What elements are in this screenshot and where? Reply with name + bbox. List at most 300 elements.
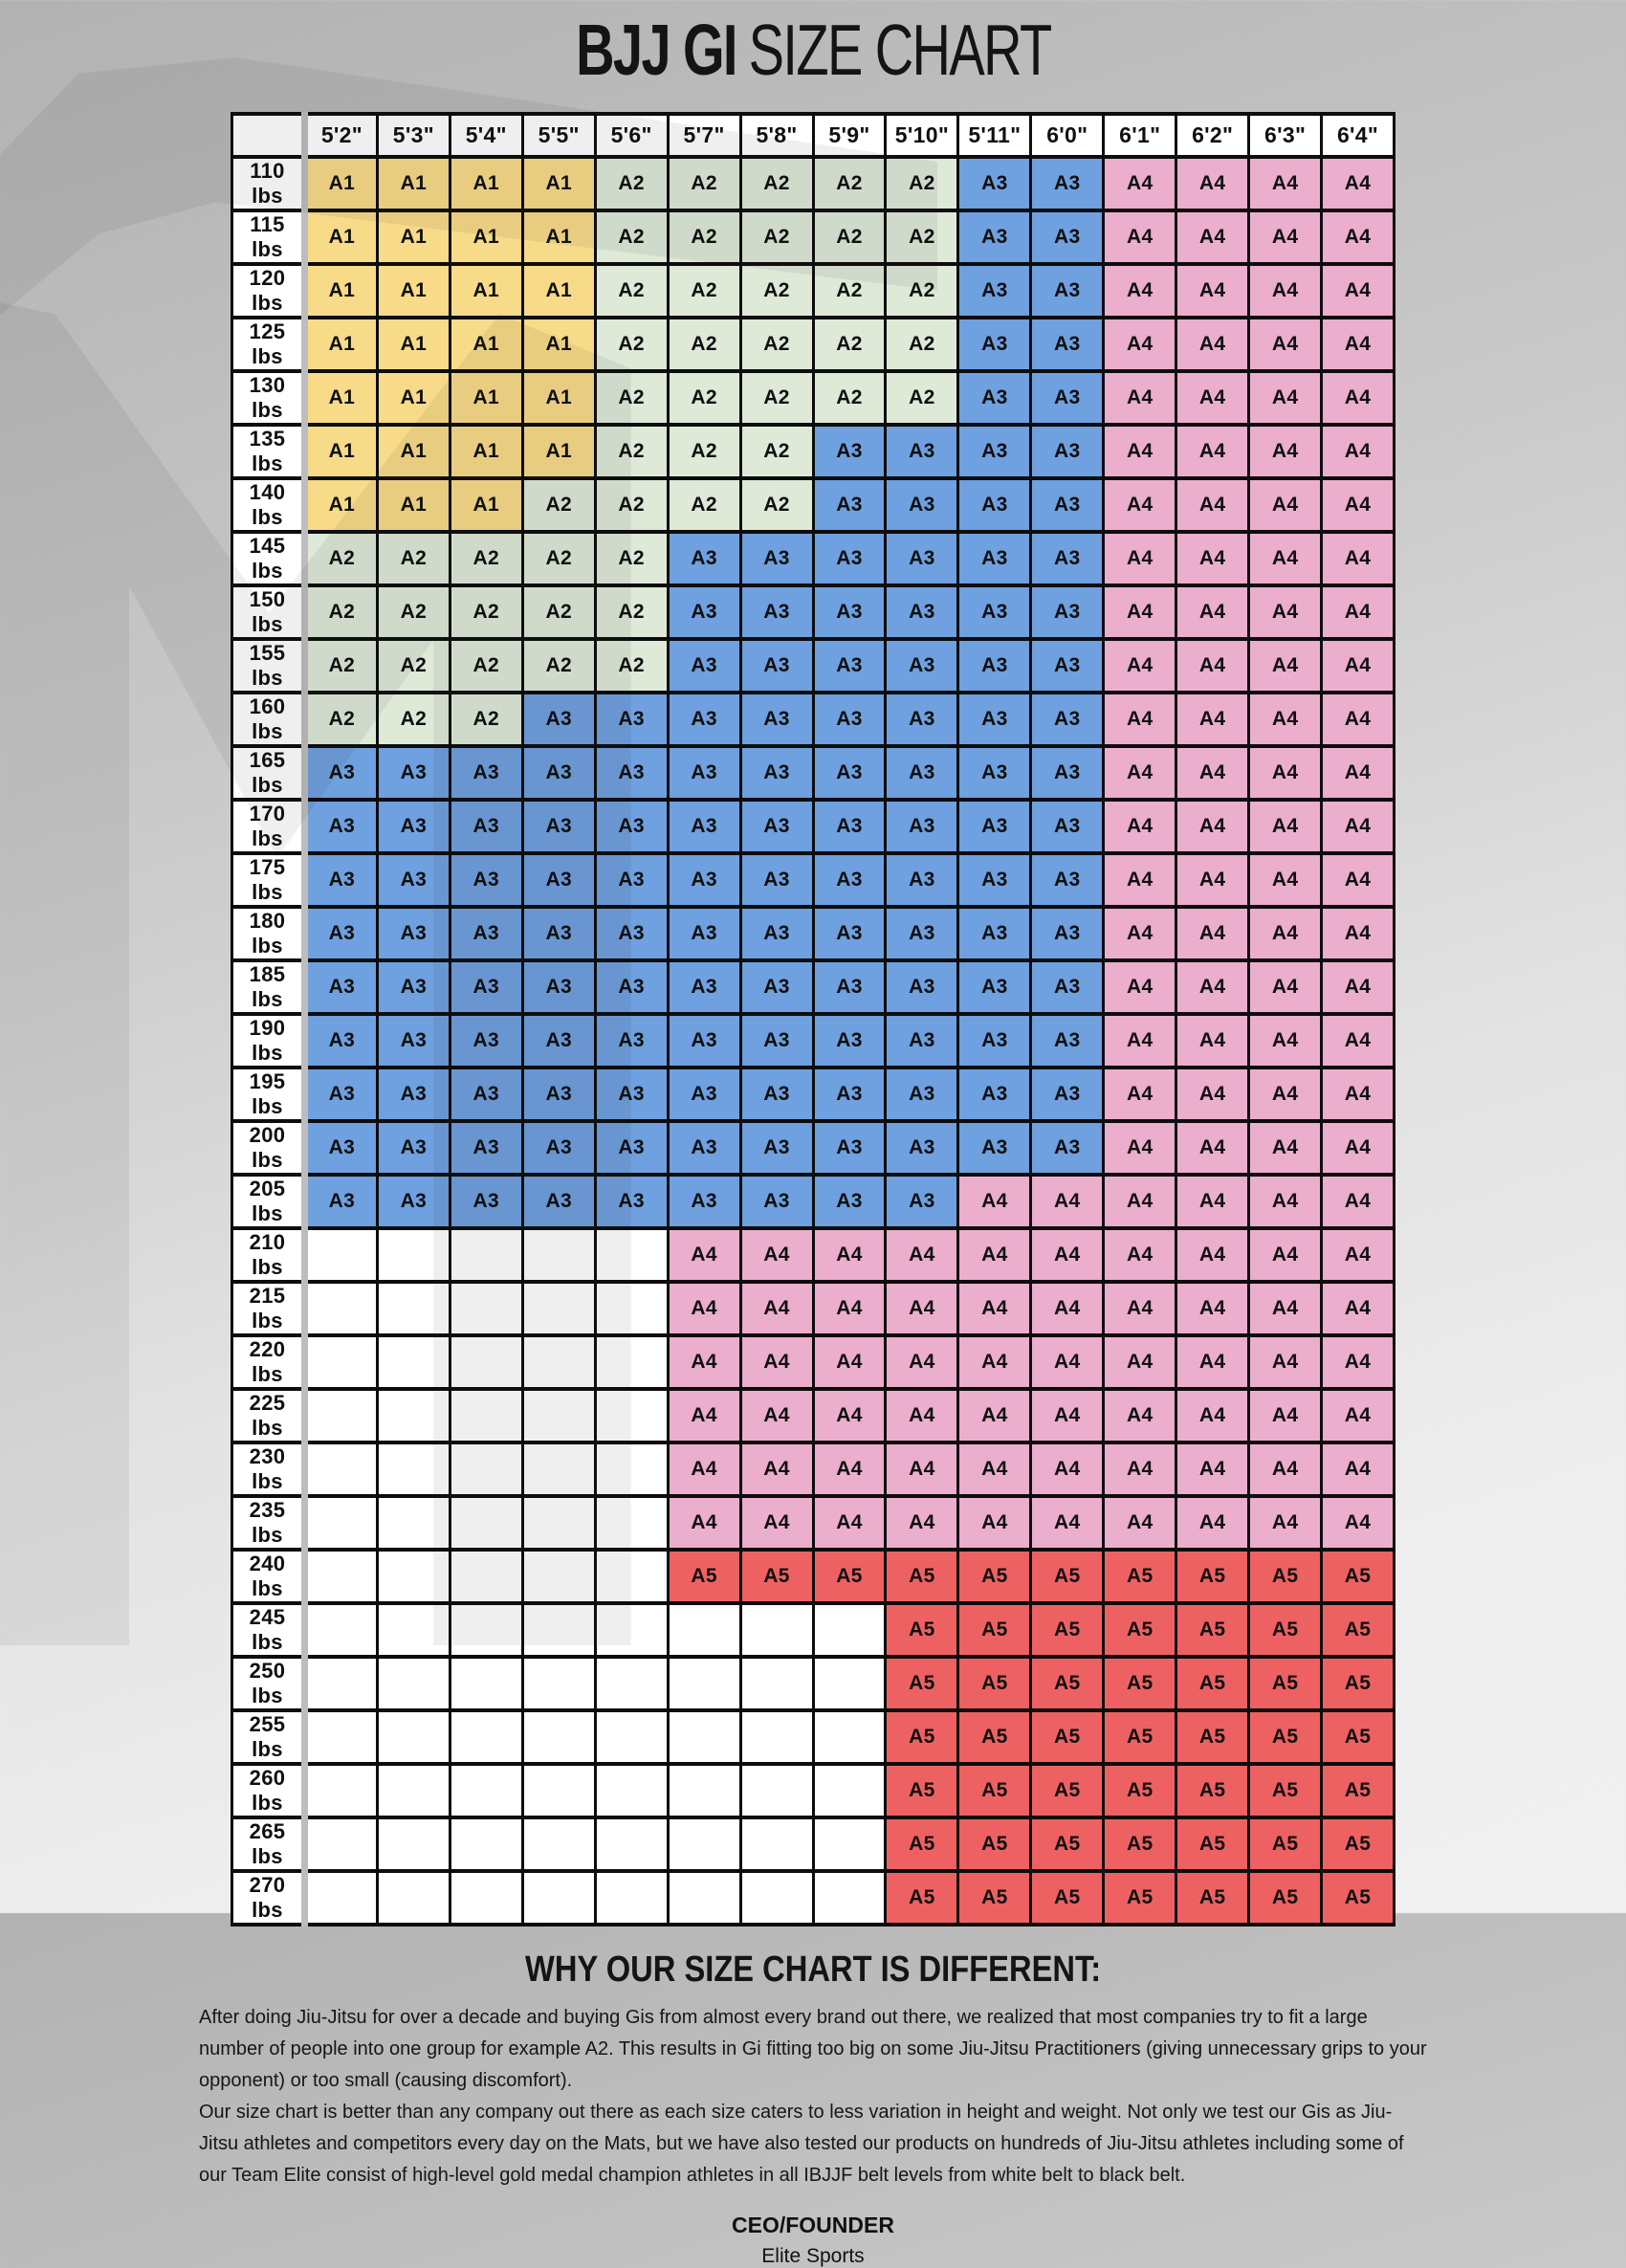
size-cell: A4 bbox=[668, 1335, 740, 1389]
weight-label: 240 lbs bbox=[232, 1550, 305, 1603]
table-row bbox=[232, 1121, 1395, 1175]
size-cell: A4 bbox=[1104, 157, 1176, 210]
empty-cell bbox=[304, 1335, 377, 1389]
size-cell: A2 bbox=[450, 639, 522, 693]
weight-label: 170 lbs bbox=[232, 800, 305, 853]
weight-label: 270 lbs bbox=[232, 1871, 305, 1925]
size-cell: A5 bbox=[1322, 1550, 1395, 1603]
size-cell: A2 bbox=[668, 318, 740, 371]
size-cell: A5 bbox=[1031, 1657, 1104, 1710]
size-cell: A4 bbox=[1176, 1389, 1249, 1442]
size-cell: A4 bbox=[1104, 800, 1176, 853]
size-cell: A4 bbox=[1104, 746, 1176, 800]
empty-cell bbox=[450, 1764, 522, 1817]
table-row bbox=[232, 1014, 1395, 1068]
empty-cell bbox=[450, 1657, 522, 1710]
size-cell: A4 bbox=[958, 1335, 1031, 1389]
size-cell: A5 bbox=[1249, 1550, 1322, 1603]
size-cell: A1 bbox=[450, 157, 522, 210]
size-cell: A4 bbox=[1249, 960, 1322, 1014]
size-cell: A4 bbox=[1322, 639, 1395, 693]
size-cell: A4 bbox=[1249, 639, 1322, 693]
size-cell: A3 bbox=[813, 1068, 886, 1121]
empty-cell bbox=[595, 1657, 668, 1710]
size-cell: A4 bbox=[958, 1282, 1031, 1335]
size-cell: A2 bbox=[522, 639, 595, 693]
empty-cell bbox=[740, 1817, 813, 1871]
size-cell: A4 bbox=[1176, 1014, 1249, 1068]
size-cell: A1 bbox=[377, 425, 450, 478]
page-title-primary: BJJ GI bbox=[575, 9, 736, 91]
size-cell: A2 bbox=[813, 318, 886, 371]
size-cell: A4 bbox=[1249, 210, 1322, 264]
size-cell: A2 bbox=[450, 585, 522, 639]
size-cell: A4 bbox=[886, 1335, 958, 1389]
size-cell: A2 bbox=[813, 264, 886, 318]
empty-cell bbox=[377, 1657, 450, 1710]
size-cell: A2 bbox=[595, 425, 668, 478]
empty-cell bbox=[304, 1550, 377, 1603]
size-cell: A3 bbox=[813, 532, 886, 585]
table-row bbox=[232, 1550, 1395, 1603]
size-cell: A2 bbox=[740, 425, 813, 478]
size-cell: A5 bbox=[1104, 1871, 1176, 1925]
size-cell: A4 bbox=[668, 1389, 740, 1442]
size-cell: A3 bbox=[522, 960, 595, 1014]
size-chart-table bbox=[231, 112, 1395, 1927]
section-heading: WHY OUR SIZE CHART IS DIFFERENT: bbox=[524, 1949, 1102, 1990]
size-cell: A5 bbox=[1031, 1764, 1104, 1817]
size-cell: A3 bbox=[958, 693, 1031, 746]
size-cell: A4 bbox=[740, 1389, 813, 1442]
size-cell: A4 bbox=[886, 1496, 958, 1550]
size-cell: A4 bbox=[886, 1282, 958, 1335]
size-cell: A3 bbox=[740, 585, 813, 639]
section-body bbox=[199, 2002, 1427, 2191]
size-cell: A5 bbox=[1322, 1871, 1395, 1925]
size-cell: A4 bbox=[1031, 1389, 1104, 1442]
size-cell: A5 bbox=[1176, 1764, 1249, 1817]
size-cell: A4 bbox=[740, 1282, 813, 1335]
size-cell: A3 bbox=[522, 1175, 595, 1228]
weight-label: 265 lbs bbox=[232, 1817, 305, 1871]
size-cell: A3 bbox=[668, 907, 740, 960]
size-cell: A3 bbox=[886, 639, 958, 693]
size-cell: A4 bbox=[958, 1389, 1031, 1442]
size-cell: A1 bbox=[377, 318, 450, 371]
size-cell: A4 bbox=[1104, 532, 1176, 585]
size-cell: A5 bbox=[1249, 1710, 1322, 1764]
size-cell: A3 bbox=[595, 800, 668, 853]
size-cell: A4 bbox=[1249, 157, 1322, 210]
size-cell: A2 bbox=[522, 478, 595, 532]
size-cell: A5 bbox=[1249, 1871, 1322, 1925]
empty-cell bbox=[740, 1871, 813, 1925]
size-cell: A3 bbox=[740, 960, 813, 1014]
size-cell: A5 bbox=[1176, 1817, 1249, 1871]
size-cell: A3 bbox=[304, 1175, 377, 1228]
empty-cell bbox=[304, 1389, 377, 1442]
size-cell: A3 bbox=[958, 585, 1031, 639]
size-cell: A3 bbox=[450, 1121, 522, 1175]
size-cell: A4 bbox=[668, 1228, 740, 1282]
empty-cell bbox=[304, 1764, 377, 1817]
size-cell: A1 bbox=[450, 478, 522, 532]
size-cell: A5 bbox=[1176, 1550, 1249, 1603]
size-cell: A3 bbox=[595, 1068, 668, 1121]
empty-cell bbox=[304, 1282, 377, 1335]
empty-cell bbox=[522, 1764, 595, 1817]
size-cell: A3 bbox=[886, 853, 958, 907]
size-cell: A4 bbox=[1322, 1228, 1395, 1282]
table-row bbox=[232, 907, 1395, 960]
size-cell: A3 bbox=[958, 907, 1031, 960]
size-cell: A3 bbox=[958, 425, 1031, 478]
weight-label: 120 lbs bbox=[232, 264, 305, 318]
size-cell: A4 bbox=[1249, 1175, 1322, 1228]
size-cell: A4 bbox=[1322, 1496, 1395, 1550]
size-cell: A4 bbox=[1176, 907, 1249, 960]
size-cell: A1 bbox=[522, 371, 595, 425]
size-cell: A4 bbox=[886, 1228, 958, 1282]
size-cell: A5 bbox=[1249, 1817, 1322, 1871]
size-cell: A4 bbox=[1249, 1068, 1322, 1121]
size-cell: A4 bbox=[1322, 264, 1395, 318]
size-cell: A4 bbox=[1104, 1014, 1176, 1068]
weight-label: 175 lbs bbox=[232, 853, 305, 907]
table-row bbox=[232, 1496, 1395, 1550]
size-cell: A5 bbox=[1104, 1657, 1176, 1710]
size-cell: A4 bbox=[1031, 1282, 1104, 1335]
size-cell: A3 bbox=[304, 1014, 377, 1068]
size-cell: A4 bbox=[1176, 800, 1249, 853]
size-cell: A3 bbox=[1031, 210, 1104, 264]
table-row bbox=[232, 1282, 1395, 1335]
size-cell: A5 bbox=[886, 1764, 958, 1817]
size-cell: A3 bbox=[886, 693, 958, 746]
size-cell: A3 bbox=[668, 1014, 740, 1068]
size-cell: A4 bbox=[740, 1335, 813, 1389]
size-cell: A5 bbox=[740, 1550, 813, 1603]
size-cell: A3 bbox=[1031, 1014, 1104, 1068]
size-cell: A4 bbox=[1031, 1335, 1104, 1389]
size-cell: A5 bbox=[958, 1817, 1031, 1871]
size-cell: A2 bbox=[595, 157, 668, 210]
table-row bbox=[232, 1335, 1395, 1389]
size-cell: A4 bbox=[1249, 532, 1322, 585]
size-cell: A5 bbox=[1249, 1603, 1322, 1657]
size-cell: A3 bbox=[304, 907, 377, 960]
height-header: 6'2" bbox=[1176, 114, 1249, 157]
size-cell: A4 bbox=[1176, 1175, 1249, 1228]
size-cell: A3 bbox=[668, 532, 740, 585]
size-cell: A4 bbox=[1249, 693, 1322, 746]
size-cell: A3 bbox=[668, 585, 740, 639]
size-cell: A4 bbox=[1176, 585, 1249, 639]
size-cell: A3 bbox=[450, 907, 522, 960]
size-cell: A3 bbox=[668, 693, 740, 746]
size-cell: A5 bbox=[958, 1550, 1031, 1603]
size-cell: A1 bbox=[304, 264, 377, 318]
size-cell: A4 bbox=[886, 1442, 958, 1496]
size-cell: A4 bbox=[1104, 1175, 1176, 1228]
weight-label: 135 lbs bbox=[232, 425, 305, 478]
size-cell: A3 bbox=[377, 1068, 450, 1121]
empty-cell bbox=[377, 1817, 450, 1871]
size-cell: A3 bbox=[813, 693, 886, 746]
weight-label: 225 lbs bbox=[232, 1389, 305, 1442]
size-cell: A4 bbox=[1104, 371, 1176, 425]
size-cell: A4 bbox=[1249, 1014, 1322, 1068]
height-header: 6'4" bbox=[1322, 114, 1395, 157]
size-cell: A1 bbox=[377, 264, 450, 318]
size-cell: A4 bbox=[1176, 960, 1249, 1014]
size-cell: A3 bbox=[450, 1068, 522, 1121]
size-cell: A5 bbox=[1176, 1710, 1249, 1764]
size-cell: A3 bbox=[886, 1014, 958, 1068]
size-cell: A4 bbox=[1176, 1228, 1249, 1282]
size-cell: A4 bbox=[1104, 264, 1176, 318]
size-cell: A3 bbox=[522, 1014, 595, 1068]
empty-cell bbox=[813, 1764, 886, 1817]
size-cell: A3 bbox=[740, 1121, 813, 1175]
size-cell: A1 bbox=[304, 425, 377, 478]
empty-cell bbox=[304, 1710, 377, 1764]
size-cell: A3 bbox=[595, 907, 668, 960]
size-cell: A1 bbox=[522, 318, 595, 371]
size-cell: A2 bbox=[450, 532, 522, 585]
height-header: 5'3" bbox=[377, 114, 450, 157]
size-cell: A4 bbox=[1322, 1014, 1395, 1068]
size-cell: A3 bbox=[1031, 907, 1104, 960]
table-row bbox=[232, 1603, 1395, 1657]
empty-cell bbox=[304, 1496, 377, 1550]
size-cell: A4 bbox=[1104, 318, 1176, 371]
size-cell: A3 bbox=[522, 746, 595, 800]
size-cell: A2 bbox=[740, 371, 813, 425]
size-cell: A3 bbox=[595, 853, 668, 907]
size-cell: A1 bbox=[304, 318, 377, 371]
size-cell: A4 bbox=[813, 1335, 886, 1389]
size-cell: A4 bbox=[1104, 907, 1176, 960]
size-cell: A3 bbox=[813, 639, 886, 693]
size-cell: A5 bbox=[1104, 1603, 1176, 1657]
table-row bbox=[232, 318, 1395, 371]
size-cell: A1 bbox=[450, 318, 522, 371]
size-cell: A3 bbox=[377, 1121, 450, 1175]
size-cell: A3 bbox=[304, 1068, 377, 1121]
size-cell: A4 bbox=[813, 1496, 886, 1550]
weight-label: 185 lbs bbox=[232, 960, 305, 1014]
size-cell: A5 bbox=[1176, 1657, 1249, 1710]
size-cell: A2 bbox=[813, 210, 886, 264]
empty-cell bbox=[304, 1657, 377, 1710]
size-cell: A3 bbox=[886, 1068, 958, 1121]
size-cell: A4 bbox=[813, 1282, 886, 1335]
weight-label: 230 lbs bbox=[232, 1442, 305, 1496]
size-cell: A5 bbox=[886, 1817, 958, 1871]
size-cell: A5 bbox=[1176, 1603, 1249, 1657]
size-cell: A2 bbox=[813, 157, 886, 210]
weight-label: 210 lbs bbox=[232, 1228, 305, 1282]
size-cell: A3 bbox=[304, 853, 377, 907]
size-cell: A2 bbox=[886, 318, 958, 371]
size-cell: A1 bbox=[522, 425, 595, 478]
size-cell: A2 bbox=[595, 210, 668, 264]
size-cell: A2 bbox=[668, 371, 740, 425]
size-cell: A2 bbox=[595, 639, 668, 693]
size-cell: A3 bbox=[668, 800, 740, 853]
size-cell: A2 bbox=[377, 639, 450, 693]
table-row bbox=[232, 1817, 1395, 1871]
size-cell: A3 bbox=[1031, 960, 1104, 1014]
size-cell: A3 bbox=[958, 371, 1031, 425]
height-header: 5'11" bbox=[958, 114, 1031, 157]
size-cell: A5 bbox=[1031, 1603, 1104, 1657]
size-cell: A4 bbox=[1104, 1389, 1176, 1442]
size-cell: A4 bbox=[1322, 907, 1395, 960]
size-cell: A3 bbox=[377, 907, 450, 960]
size-cell: A3 bbox=[813, 425, 886, 478]
weight-label: 180 lbs bbox=[232, 907, 305, 960]
size-cell: A4 bbox=[740, 1228, 813, 1282]
empty-cell bbox=[813, 1657, 886, 1710]
weight-label: 160 lbs bbox=[232, 693, 305, 746]
size-cell: A4 bbox=[1249, 478, 1322, 532]
size-cell: A3 bbox=[522, 1121, 595, 1175]
size-cell: A3 bbox=[958, 1014, 1031, 1068]
weight-label: 200 lbs bbox=[232, 1121, 305, 1175]
size-cell: A4 bbox=[1104, 853, 1176, 907]
size-cell: A4 bbox=[668, 1282, 740, 1335]
size-cell: A4 bbox=[1104, 1442, 1176, 1496]
weight-label: 150 lbs bbox=[232, 585, 305, 639]
size-cell: A4 bbox=[1322, 532, 1395, 585]
weight-label: 235 lbs bbox=[232, 1496, 305, 1550]
size-cell: A4 bbox=[1322, 746, 1395, 800]
size-cell: A2 bbox=[740, 318, 813, 371]
size-cell: A1 bbox=[377, 371, 450, 425]
empty-cell bbox=[740, 1764, 813, 1817]
size-cell: A5 bbox=[958, 1657, 1031, 1710]
size-cell: A3 bbox=[1031, 746, 1104, 800]
size-cell: A3 bbox=[886, 585, 958, 639]
size-cell: A2 bbox=[813, 371, 886, 425]
size-cell: A4 bbox=[1322, 853, 1395, 907]
size-cell: A5 bbox=[886, 1657, 958, 1710]
size-cell: A2 bbox=[304, 639, 377, 693]
size-cell: A5 bbox=[1322, 1817, 1395, 1871]
height-header: 5'6" bbox=[595, 114, 668, 157]
size-cell: A5 bbox=[1176, 1871, 1249, 1925]
size-cell: A4 bbox=[1249, 1282, 1322, 1335]
size-cell: A4 bbox=[1176, 210, 1249, 264]
size-cell: A3 bbox=[377, 1175, 450, 1228]
size-cell: A4 bbox=[668, 1442, 740, 1496]
size-cell: A4 bbox=[1176, 693, 1249, 746]
size-cell: A4 bbox=[1176, 264, 1249, 318]
table-row bbox=[232, 1657, 1395, 1710]
paragraph: Our size chart is better than any company out there as each size caters to less variation in height and weight. Not only we test our Gis as Jiu-Jitsu athletes and competitors every day on the Mats, but we have also tested our products on hundreds of Jiu-Jitsu athletes including some of our Team Elite consist of high-level gold medal champion athletes in all IBJJF belt levels from white belt to black belt. bbox=[199, 2102, 1404, 2186]
size-cell: A3 bbox=[958, 1121, 1031, 1175]
size-cell: A4 bbox=[813, 1389, 886, 1442]
size-cell: A3 bbox=[450, 853, 522, 907]
size-cell: A5 bbox=[1031, 1817, 1104, 1871]
size-cell: A4 bbox=[1176, 1121, 1249, 1175]
size-cell: A4 bbox=[1249, 907, 1322, 960]
size-cell: A5 bbox=[1322, 1764, 1395, 1817]
size-cell: A3 bbox=[1031, 693, 1104, 746]
size-cell: A4 bbox=[1176, 425, 1249, 478]
size-cell: A3 bbox=[886, 1121, 958, 1175]
size-cell: A3 bbox=[813, 853, 886, 907]
size-cell: A1 bbox=[450, 210, 522, 264]
weight-label: 115 lbs bbox=[232, 210, 305, 264]
size-cell: A3 bbox=[522, 1068, 595, 1121]
size-cell: A3 bbox=[668, 853, 740, 907]
empty-cell bbox=[522, 1710, 595, 1764]
size-cell: A1 bbox=[304, 210, 377, 264]
height-header: 5'9" bbox=[813, 114, 886, 157]
size-cell: A3 bbox=[595, 1121, 668, 1175]
size-cell: A3 bbox=[740, 853, 813, 907]
size-cell: A3 bbox=[886, 746, 958, 800]
size-cell: A3 bbox=[1031, 1068, 1104, 1121]
size-cell: A4 bbox=[886, 1389, 958, 1442]
size-cell: A4 bbox=[1176, 371, 1249, 425]
empty-cell bbox=[522, 1657, 595, 1710]
empty-cell bbox=[377, 1871, 450, 1925]
size-cell: A4 bbox=[1104, 1068, 1176, 1121]
table-row bbox=[232, 853, 1395, 907]
size-cell: A4 bbox=[958, 1228, 1031, 1282]
size-cell: A5 bbox=[668, 1550, 740, 1603]
size-cell: A3 bbox=[304, 746, 377, 800]
size-cell: A3 bbox=[886, 960, 958, 1014]
table-row bbox=[232, 1389, 1395, 1442]
size-cell: A2 bbox=[668, 210, 740, 264]
weight-label: 165 lbs bbox=[232, 746, 305, 800]
size-cell: A4 bbox=[1104, 1496, 1176, 1550]
empty-cell bbox=[668, 1817, 740, 1871]
size-cell: A2 bbox=[886, 371, 958, 425]
empty-cell bbox=[377, 1710, 450, 1764]
size-cell: A4 bbox=[1249, 853, 1322, 907]
height-header: 5'8" bbox=[740, 114, 813, 157]
size-cell: A3 bbox=[1031, 318, 1104, 371]
size-cell: A4 bbox=[1249, 264, 1322, 318]
height-header: 5'2" bbox=[304, 114, 377, 157]
size-cell: A3 bbox=[886, 425, 958, 478]
size-cell: A3 bbox=[886, 907, 958, 960]
why-different-section bbox=[0, 1949, 1626, 2191]
size-cell: A4 bbox=[1176, 853, 1249, 907]
height-header: 5'5" bbox=[522, 114, 595, 157]
size-cell: A3 bbox=[740, 746, 813, 800]
size-cell: A3 bbox=[958, 264, 1031, 318]
size-cell: A1 bbox=[450, 425, 522, 478]
size-cell: A3 bbox=[958, 157, 1031, 210]
size-cell: A3 bbox=[740, 693, 813, 746]
height-header: 5'4" bbox=[450, 114, 522, 157]
size-cell: A4 bbox=[1104, 639, 1176, 693]
size-cell: A4 bbox=[1031, 1496, 1104, 1550]
size-cell: A3 bbox=[813, 746, 886, 800]
empty-cell bbox=[377, 1764, 450, 1817]
size-cell: A4 bbox=[1249, 425, 1322, 478]
size-cell: A4 bbox=[1176, 746, 1249, 800]
size-cell: A4 bbox=[1249, 1496, 1322, 1550]
